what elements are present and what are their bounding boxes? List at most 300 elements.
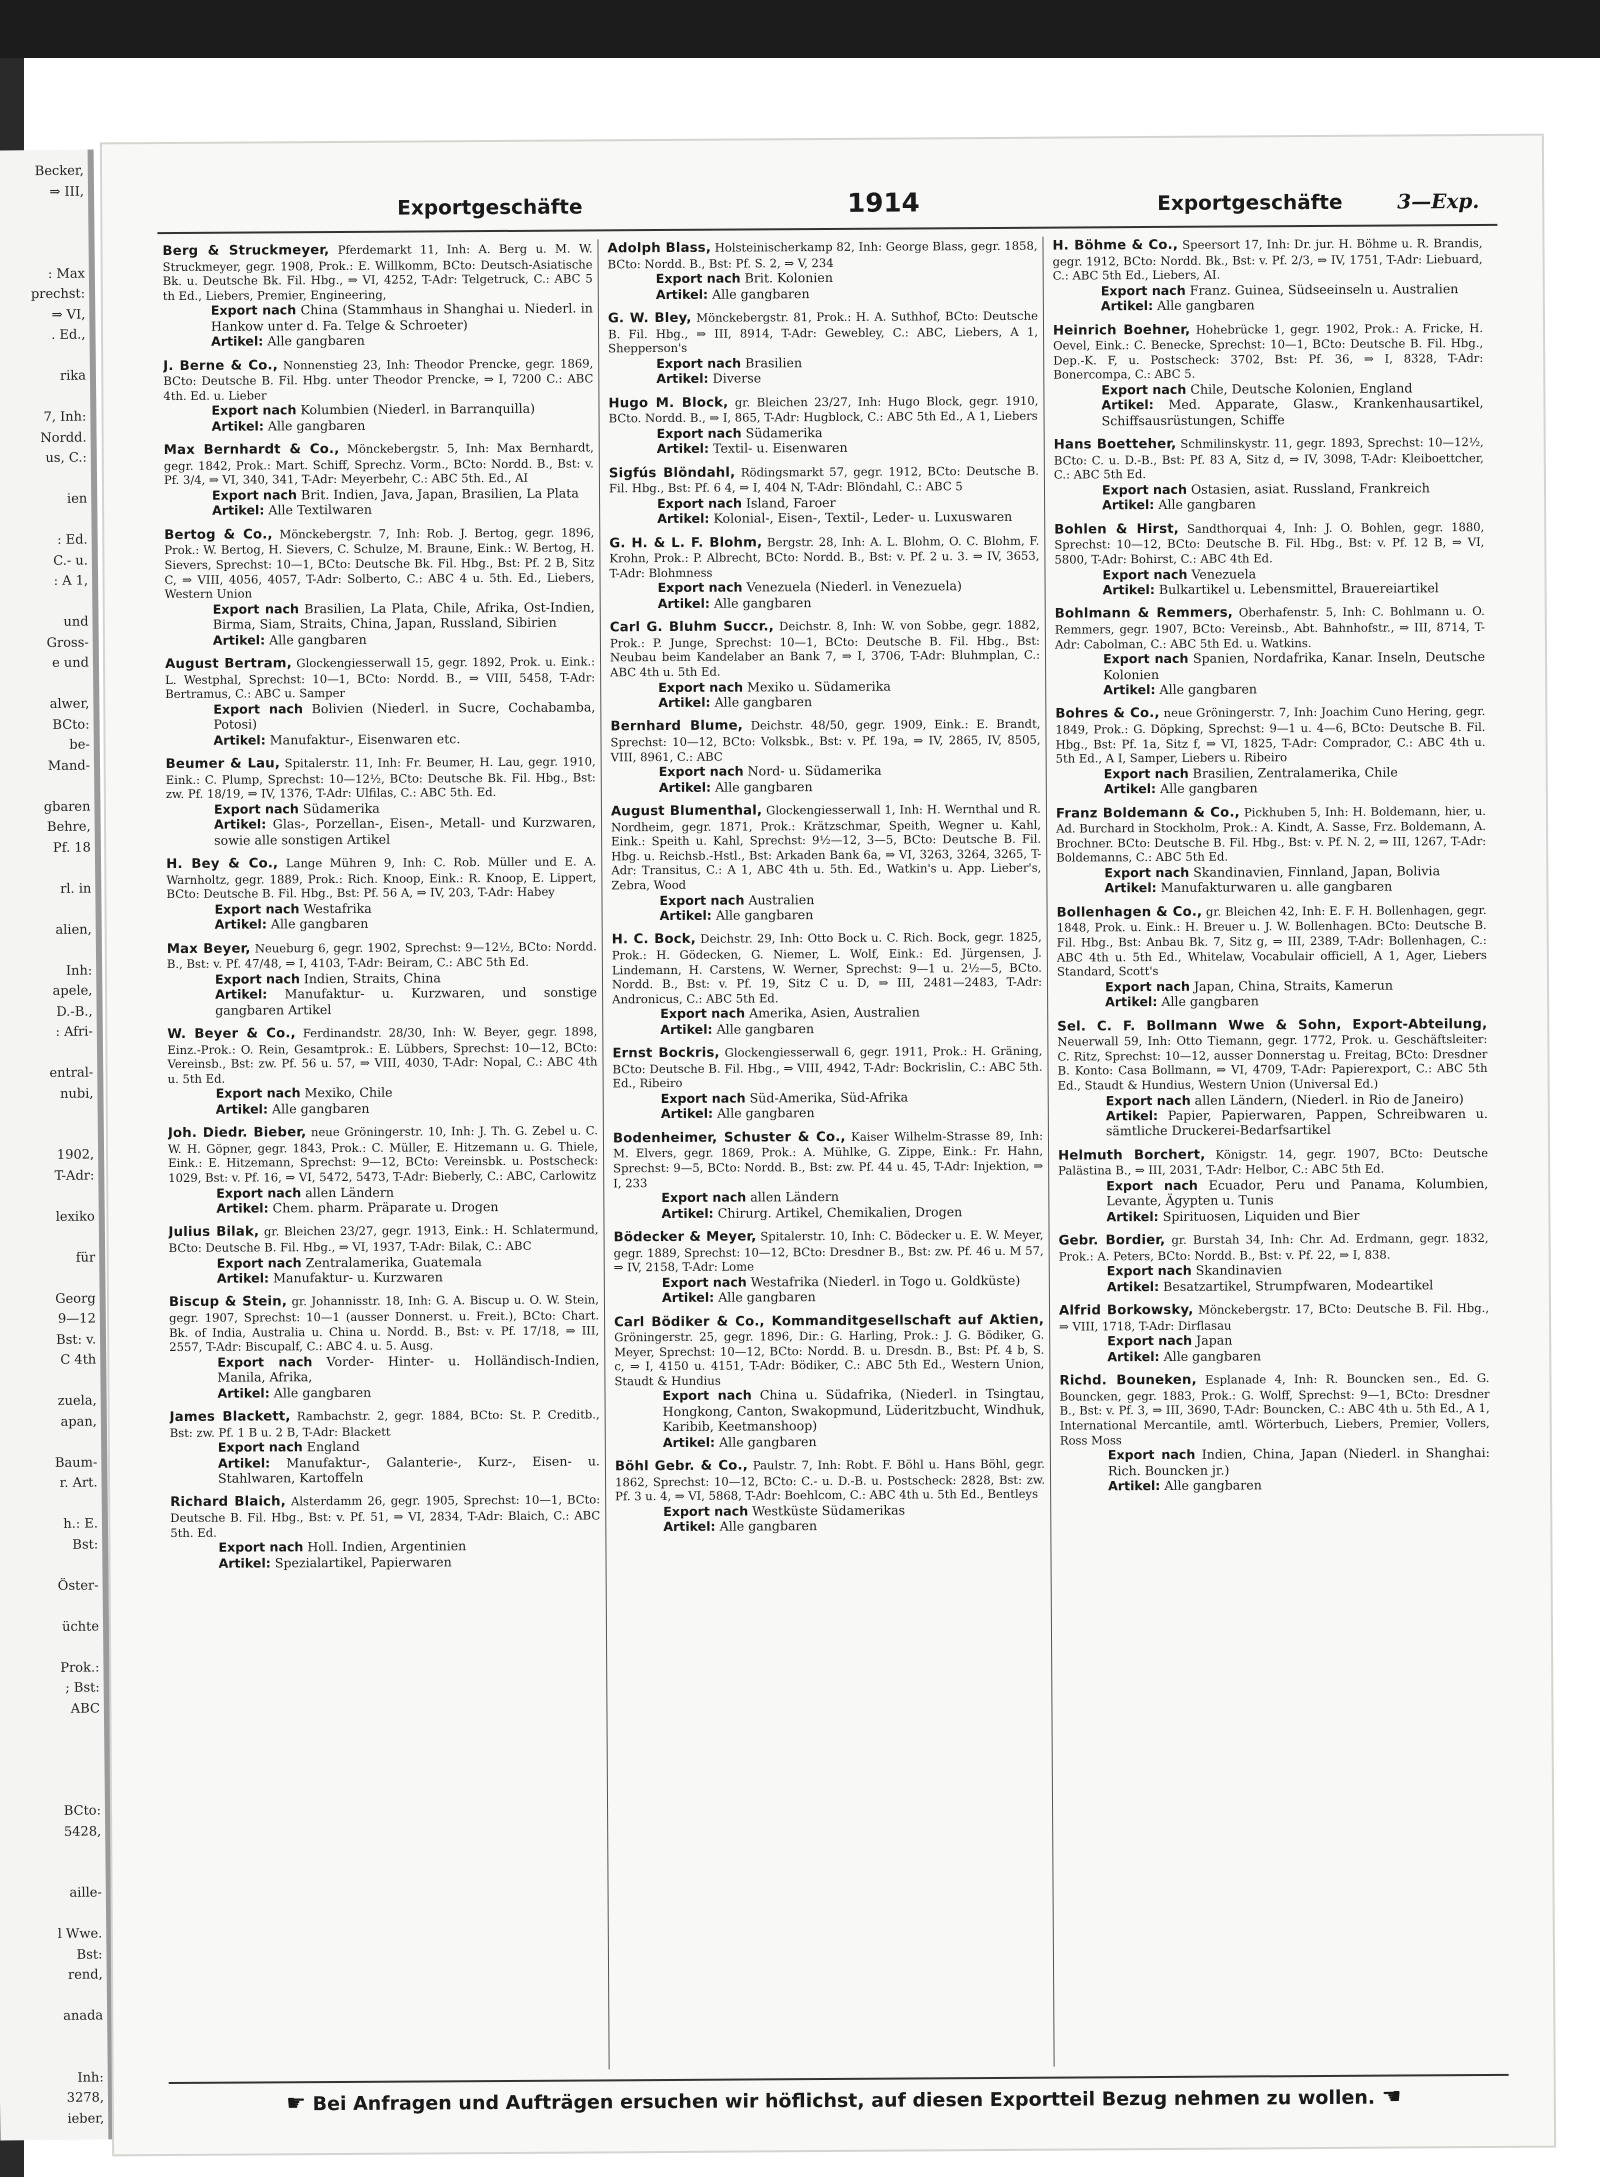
left-page-fragment: : Afri- (55, 1024, 93, 1040)
artikel-line (164, 501, 594, 519)
artikel-goods: Alle gangbaren (714, 694, 813, 710)
pointing-hand-icon: ☛ (286, 2091, 307, 2117)
firm-name: Franz Boldemann & Co., (1055, 805, 1240, 822)
left-page-fragment: rika (59, 368, 87, 384)
artikel-goods: Alle gangbaren (715, 907, 814, 923)
export-destinations: Brasilien, Zentralamerika, Chile (1192, 764, 1398, 781)
directory-entry (162, 241, 593, 349)
artikel-label: Artikel: (1100, 298, 1154, 314)
artikel-line (612, 906, 1042, 924)
artikel-goods: Alle gangbaren (719, 1433, 817, 1450)
export-destinations: England (306, 1438, 360, 1455)
artikel-line (1058, 1106, 1488, 1139)
export-label: Export nach (213, 700, 303, 717)
firm-details: gr. Johannisstr. 18, Inh: G. A. Biscup u. O. W. Stein, gegr. 1907, Sprechst: 10—1 (ausser Donnerst. u. Freit.), BCto: Chart. Bk. of India, Australia u. China u. Nordd. B., Bst: v. Pf. 17/18, ⇒ III, 2557, T-Adr: Biscupalf, C.: ABC 4. u. 5. Ausg. (169, 1292, 600, 1355)
export-destinations: Brit. Indien, Java, Japan, Brasilien, La Plata (300, 485, 579, 503)
artikel-line (610, 693, 1040, 711)
left-page-fragment: C 4th (60, 1352, 97, 1368)
artikel-line (610, 593, 1040, 611)
firm-name: Hans Boetteher, (1053, 437, 1177, 453)
left-page-fragment: 5428, (63, 1823, 102, 1840)
artikel-label: Artikel: (655, 286, 709, 302)
firm-name: Alfrid Borkowsky, (1058, 1302, 1194, 1319)
left-page-fragment: aille- (69, 1885, 102, 1901)
artikel-label: Artikel: (1103, 781, 1157, 797)
artikel-line (1056, 779, 1486, 797)
artikel-label: Artikel: (1103, 681, 1156, 698)
firm-name: Bernhard Blume, (610, 718, 743, 735)
directory-entry (1055, 604, 1486, 698)
artikel-label: Artikel: (660, 1021, 713, 1037)
artikel-goods: Spezialartikel, Papierwaren (274, 1553, 452, 1570)
artikel-line (169, 1383, 599, 1401)
left-page-fragment: zuela, (57, 1393, 97, 1409)
firm-name: Beumer & Lau, (165, 756, 281, 773)
export-label: Export nach (1104, 978, 1190, 995)
export-label: Export nach (216, 1254, 302, 1271)
left-page-fragment: l Wwe. (57, 1926, 103, 1942)
firm-details: Deichstr. 8, Inh: W. von Sobbe, gegr. 1882, Prok.: P. Junge, Sprechst: 10—1, BCto: Deutsche B. Fil. Hbg., Bst: Neubau beim Kandelaber an Bank 7, ⇒ I, 3706, T-Adr: Bluhmplan, C.: ABC 4th u. 5th Ed. (609, 617, 1041, 680)
left-page-fragment: r. Art. (59, 1475, 98, 1491)
left-page-fragment: prechst: (30, 286, 86, 303)
artikel-goods: Diverse (712, 370, 762, 386)
firm-details: Glockengiesserwall 15, gegr. 1892, Prok. u. Eink.: L. Westphal, Sprechst: 10—1, BCto: Nordd. B., ⇒ VIII, 5458, T-Adr: Bertramus, C.: ABC u. Samper (165, 654, 596, 702)
directory-entry (170, 1493, 600, 1571)
artikel-goods: Alle gangbaren (713, 594, 812, 611)
artikel-label: Artikel: (214, 916, 267, 932)
firm-name: Adolph Blass, (607, 240, 712, 257)
firm-details: Pferdemarkt 11, Inh: A. Berg u. M. W. Struckmeyer, gegr. 1908, Prok.: E. Willkomm, BCto: Deutsch-Asiatische Bk. u. Deutsche Bk. Fil. Hbg., ⇒ VI, 4252, T-Adr: Telgetruck, C.: ABC 5 th Ed., Liebers, Premier, Engineering, (162, 241, 593, 303)
artikel-goods: Manufakturwaren u. alle gangbaren (1160, 878, 1393, 896)
firm-name: Carl Bödiker & Co., Kommanditgesellschaft auf Aktien, (614, 1312, 1045, 1330)
directory-entry (614, 1312, 1045, 1450)
artikel-label: Artikel: (656, 370, 709, 387)
firm-name: Bödecker & Meyer, (613, 1229, 757, 1246)
left-page-fragment: apele, (52, 983, 93, 999)
firm-name: Hugo M. Block, (608, 395, 729, 411)
artikel-line (608, 369, 1038, 387)
artikel-goods: Spirituosen, Liquiden und Bier (1162, 1207, 1360, 1224)
artikel-label: Artikel: (1104, 880, 1157, 896)
directory-entry (608, 309, 1038, 387)
left-page-fragment: rl. in (60, 881, 92, 897)
left-page-fragment: für (75, 1250, 96, 1266)
header-section-right: Exportgeschäfte (1157, 189, 1343, 215)
artikel-goods: Alle Textilwaren (268, 502, 372, 518)
artikel-label: Artikel: (656, 440, 710, 457)
export-label: Export nach (1101, 381, 1187, 398)
firm-details: Deichstr. 48/50, gegr. 1909, Eink.: E. Brandt, Sprechst: 10—12, BCto: Volksbk., Bst: v. Pf. 19a, ⇒ IV, 2865, IV, 8505, VIII, 8961, C.: ABC (610, 717, 1041, 764)
export-destinations: Amerika, Asien, Australien (749, 1004, 920, 1021)
left-page-fragment: e und (51, 655, 90, 671)
left-page-fragment: Mand- (47, 758, 91, 774)
left-page-fragment: gbaren (43, 799, 91, 815)
firm-details: Königstr. 14, gegr. 1907, BCto: Deutsche Palästina B., ⇒ III, 2031, T-Adr: Helbor, C.: ABC 5th Ed. (1058, 1145, 1489, 1178)
export-label: Export nach (1101, 481, 1187, 498)
artikel-goods: Alle gangbaren (712, 285, 810, 302)
firm-name: Berg & Struckmeyer, (162, 243, 330, 260)
artikel-label: Artikel: (657, 595, 710, 611)
export-line (614, 1386, 1044, 1435)
artikel-goods: Besatzartikel, Strumpfwaren, Modeartikel (1163, 1277, 1434, 1294)
artikel-goods: Textil- u. Eisenwaren (712, 440, 848, 456)
export-destinations: Mexiko, Chile (304, 1085, 393, 1101)
directory-entry (163, 356, 593, 434)
left-page-fragment: . Ed., (51, 327, 86, 343)
left-page-fragment: alien, (55, 922, 92, 938)
export-label: Export nach (217, 1439, 303, 1455)
firm-name: Bollenhagen & Co., (1056, 904, 1203, 921)
left-page-fragment: Bst: v. (56, 1331, 97, 1348)
artikel-label: Artikel: (661, 1289, 715, 1306)
export-line (1055, 649, 1485, 682)
export-destinations: Skandinavien, Finnland, Japan, Bolivia (1193, 863, 1441, 880)
artikel-line (1054, 495, 1484, 513)
artikel-label: Artikel: (1106, 1208, 1159, 1225)
firm-name: Bohlmann & Remmers, (1054, 605, 1233, 622)
left-page-fragment: T-Adr: (54, 1168, 95, 1184)
artikel-line (169, 1268, 599, 1286)
export-label: Export nach (657, 579, 743, 596)
firm-details: neue Gröningerstr. 7, Inh: Joachim Cuno Hering, gegr. 1849, Prok.: G. Döpking, Sprechst: 9—1 u. 4—6, BCto: Deutsche B. Fil. Hbg., Bst: Pf. 1a, Sitz f, ⇒ VI, 1825, T-Adr: Comprador, C.: ABC 4th u. 5th Ed., A I, Samper, Liebers u. Ribeiro (1055, 704, 1486, 766)
firm-details: Neueburg 6, gegr. 1902, Sprechst: 9—12½, BCto: Nordd. B., Bst: v. Pf. 47/48, ⇒ I, 4103, T-Adr: Beiram, C.: ABC 5th Ed. (166, 938, 597, 972)
export-line (1054, 480, 1484, 498)
directory-entry (1054, 520, 1484, 598)
left-page-fragment: ; Bst: (65, 1680, 100, 1696)
artikel-goods: Alle gangbaren (1158, 496, 1256, 513)
directory-entry (164, 525, 595, 648)
directory-entry (1056, 804, 1487, 897)
left-page-fragment: Prok.: (60, 1659, 100, 1676)
export-destinations: Venezuela (Niederl. in Venezuela) (746, 578, 962, 595)
left-page-fragment: ien (66, 491, 88, 507)
left-page-fragment: Bst: (76, 1946, 103, 1963)
left-page-fragment: nubi, (60, 1086, 94, 1102)
firm-name: Böhl Gebr. & Co., (614, 1458, 748, 1475)
export-label: Export nach (658, 763, 744, 780)
firm-details: Speersort 17, Inh: Dr. jur. H. Böhme u. R. Brandis, gegr. 1912, BCto: Nordd. Bk., Bst: v. Pf. 2/3, ⇒ IV, 1751, T-Adr: Liebuard, C.: ABC 5th Ed., Liebers, AI. (1052, 235, 1483, 283)
artikel-line (615, 1517, 1045, 1535)
header-section-left: Exportgeschäfte (397, 194, 583, 220)
page-number: 3—Exp. (1397, 189, 1480, 214)
artikel-label: Artikel: (1106, 1278, 1160, 1295)
artikel-goods: Alle gangbaren (1164, 1477, 1262, 1493)
artikel-label: Artikel: (1107, 1348, 1160, 1365)
left-page-fragment: Georg (55, 1290, 96, 1307)
firm-name: Max Bernhardt & Co., (163, 442, 340, 459)
artikel-label: Artikel: (1102, 497, 1155, 513)
artikel-label: Artikel: (1101, 397, 1154, 413)
column-3 (1052, 236, 1493, 2069)
left-page-fragment: üchte (62, 1618, 100, 1635)
firm-details: Spitalerstr. 11, Inh: Fr. Beumer, H. Lau, gegr. 1910, Eink.: C. Plump, Sprechst: 10—12½, BCto: Deutsche Bk. Fil. Hbg., Bst: zw. Pf. 18/19, ⇒ IV, 1376, T-Adr: Ulfilas, C.: ABC 5th. Ed. (165, 754, 596, 802)
firm-name: Bohlen & Hirst, (1054, 521, 1180, 538)
firm-details: Deichstr. 29, Inh: Otto Bock u. C. Rich. Bock, gegr. 1825, Prok.: H. Gödecken, G. Niemer, L. Wolf, Eink.: Ed. Jürgensen, J. Lindemann, H. Carstens, W. Werner, Sprechst: 9—1 u. 2½—5, BCto. Nordd. B., Bst: v. Pf. 19, Sitz C u. D, ⇒ III, 2481—2483, T-Adr: Andronicus, C.: ABC 5th Ed. (611, 930, 1043, 1007)
firm-name: Ernst Bockris, (612, 1045, 720, 1062)
artikel-goods: Chirurg. Artikel, Chemikalien, Drogen (717, 1203, 963, 1221)
left-page-fragment: Bst: (72, 1536, 99, 1553)
left-page-fragment: apan, (60, 1413, 97, 1430)
directory-page (102, 136, 1554, 2155)
firm-details: Neuerwall 59, Inh: Otto Tiemann, gegr. 1772, Prok. u. Geschäftsleiter: C. Ritz, Sprechst: 10—12, ausser Donnerstag u. Freitag, BCto: Dresdner B. Konto: Casa Bollmann, ⇒ VI, 4709, T-Adr: Papierexport, C.: ABC 5th Ed., Staudt & Hundius, Western Union (Universal Ed.) (1057, 1032, 1488, 1093)
export-label: Export nach (212, 600, 299, 617)
export-label: Export nach (660, 1005, 746, 1022)
directory-entry (612, 1044, 1042, 1122)
export-label: Export nach (657, 495, 743, 511)
artikel-label: Artikel: (215, 986, 268, 1002)
firm-details: Gröningerstr. 25, gegr. 1896, Dir.: G. Harling, Prok.: J. G. Bödiker, G. Meyer, Sprechst: 10—12, BCto: Nordd. B. u. Dresdn. B., Bst: Pf. 4 b, S. c, ⇒ I, 4150 u. 4151, T-Adr: Bödiker, C.: ABC 5th Ed., Western Union, Staudt & Hundius (614, 1327, 1045, 1389)
left-page-fragment: us, C.: (45, 450, 87, 466)
left-page-fragment: ⇒ VI, (51, 307, 86, 323)
export-destinations: Franz. Guinea, Südseeinseln u. Australien (1189, 280, 1459, 298)
export-label: Export nach (1106, 1177, 1198, 1194)
directory-entry (166, 854, 596, 932)
left-page-fragment: Becker, (34, 163, 84, 180)
export-label: Export nach (1106, 1263, 1192, 1279)
export-destinations: allen Ländern, (Niederl. in Rio de Janeiro) (1194, 1090, 1464, 1108)
left-page-fragment: : Max (47, 266, 85, 282)
artikel-line (609, 439, 1039, 457)
left-page-fragment: Behre, (46, 819, 91, 835)
left-page-fragment: ieber, (67, 2110, 105, 2127)
firm-details: neue Gröningerstr. 10, Inh: J. Th. G. Zebel u. C. W. H. Göpner, gegr. 1843, Prok.: C. Müller, E. Hitzemann u. G. Thiele, Eink.: E. Hitzemann, Sprechst: 9—12, BCto: Vereinsbk. u. Postscheck: 1029, Bst: v. Pf. 16, ⇒ VI, 5472, 5473, T-Adr: Bieberly, C.: ABC, Carlowitz (167, 1123, 599, 1185)
export-destinations: Venezuela (1191, 565, 1257, 582)
firm-name: W. Beyer & Co., (167, 1026, 296, 1043)
directory-entry (607, 239, 1037, 303)
export-label: Export nach (1107, 1333, 1193, 1349)
export-label: Export nach (661, 1274, 747, 1290)
firm-name: Carl G. Bluhm Succr., (609, 619, 774, 636)
left-page-fragment: lexiko (55, 1209, 95, 1225)
export-label: Export nach (213, 800, 299, 817)
directory-entry (1057, 1017, 1488, 1140)
left-page-fragment: entral- (49, 1065, 94, 1081)
firm-details: Paulstr. 7, Inh: Robt. F. Böhl u. Hans Böhl, gegr. 1862, Sprechst: 10—12, BCto: C.- u. D.-B. u. Postscheck: 2828, Bst: zw. Pf. 3 u. 4, ⇒ VI, 5868, T-Adr: Boehlcom, C.: ABC 4th u. 5th Ed., Bentleys (615, 1456, 1046, 1504)
export-destinations: Indien, Straits, China (303, 970, 441, 986)
firm-details: Lange Mühren 9, Inh: C. Rob. Müller und E. A. Warnholtz, gegr. 1889, Prok.: Rich. Knoop, Eink.: R. Knoop, E. Lippert, BCto: Deutsche B. Fil. Hbg., Bst: Pf. 56 A, ⇒ IV, 203, T-Adr: Habey (166, 854, 597, 902)
export-destinations: Kolumbien (Niederl. in Barranquilla) (300, 401, 536, 418)
firm-details: gr. Bleichen 23/27, Inh: Hugo Block, gegr. 1910, BCto. Nordd. B., ⇒ I, 865, T-Adr: Hugblock, C.: ABC 5th Ed., A 1, Liebers (608, 393, 1039, 426)
export-label: Export nach (1102, 566, 1188, 582)
artikel-label: Artikel: (212, 502, 265, 519)
export-destinations: Mexiko u. Südamerika (747, 678, 891, 695)
directory-entry (168, 1124, 599, 1217)
artikel-goods: Alle gangbaren (1163, 1348, 1262, 1364)
export-destinations: Skandinavien (1195, 1262, 1283, 1279)
directory-entry (166, 754, 597, 848)
artikel-goods: Alle gangbaren (1157, 297, 1255, 314)
artikel-goods: Med. Apparate, Glasw., Krankenhausartikel, Schiffsausrüstungen, Schiffe (1101, 395, 1484, 429)
artikel-goods: Glas-, Porzellan-, Eisen-, Metall- und Kurzwaren, sowie alle sonstigen Artikel (214, 814, 597, 848)
export-line (614, 1272, 1044, 1290)
directory-entry (1059, 1301, 1489, 1365)
export-label: Export nach (656, 355, 742, 371)
artikel-line (613, 1203, 1043, 1221)
export-label: Export nach (214, 970, 300, 987)
firm-details: gr. Bleichen 42, Inh: E. F. H. Bollenhagen, gegr. 1848, Prok. u. Eink.: H. Breuer u. J. W. Bollenhagen. BCto: Deutsche B. Fil. Hbg., Bst: Anbau Bk. 7, Sitz g, ⇒ III, 2389, T-Adr: Bollenhagen, C.: ABC 4th u. 5th Ed., Whitelaw, Vocabulair officiell, A 1, Ager, Liebers Standard, Scott's (1056, 902, 1487, 979)
firm-name: Sigfús Blöndahl, (608, 465, 736, 481)
export-destinations: China (Stammhaus in Shanghai u. Niederl. in Hankow unter d. Fa. Telge & Schroeter) (210, 300, 593, 334)
artikel-goods: Alle gangbaren (715, 778, 813, 795)
artikel-goods: Chem. pharm. Präparate u. Drogen (272, 1198, 499, 1216)
artikel-goods: Alle gangbaren (716, 1020, 815, 1037)
directory-entry (1059, 1371, 1490, 1494)
footer-text: Bei Anfragen und Aufträgen ersuchen wir höflichst, auf diesen Exportteil Bezug nehmen zu wollen. (312, 2086, 1376, 2116)
artikel-goods: Alle gangbaren (719, 1518, 818, 1534)
export-line (165, 699, 595, 732)
firm-details: Mönckebergstr. 81, Prok.: H. A. Suthhof, BCto: Deutsche B. Fil. Hbg., ⇒ III, 8914, T-Adr: Gewebley, C.: ABC, Liebers, A 1, Shepperson's (607, 308, 1039, 356)
firm-name: James Blackett, (169, 1409, 291, 1425)
firm-name: Heinrich Boehner, (1052, 322, 1191, 339)
directory-entry (1053, 321, 1484, 429)
export-label: Export nach (1102, 650, 1189, 667)
left-page-fragment: 9—12 (57, 1311, 96, 1327)
export-label: Export nach (660, 1090, 746, 1106)
export-destinations: Japan (1196, 1332, 1233, 1349)
left-page-fragment: Pf. 18 (52, 840, 91, 856)
directory-entry (1057, 903, 1488, 1010)
export-label: Export nach (658, 679, 744, 695)
artikel-goods: Alle gangbaren (271, 1100, 370, 1117)
artikel-goods: Bulkartikel u. Lebensmittel, Brauereiartikel (1158, 580, 1439, 597)
directory-entry (170, 1407, 600, 1486)
artikel-line (165, 730, 595, 748)
left-page-fragment: Inh: (77, 2069, 104, 2086)
artikel-label: Artikel: (658, 779, 712, 795)
artikel-label: Artikel: (211, 418, 264, 434)
left-page-fragment: : A 1, (53, 573, 89, 589)
export-label: Export nach (217, 1353, 313, 1370)
directory-entry (1059, 1231, 1489, 1295)
firm-name: Julius Bilak, (168, 1224, 260, 1241)
export-destinations: Süd-Amerika, Süd-Afrika (749, 1089, 909, 1106)
artikel-label: Artikel: (217, 1384, 270, 1401)
artikel-line (168, 1099, 598, 1117)
artikel-label: Artikel: (661, 1205, 714, 1221)
export-label: Export nach (215, 1085, 301, 1102)
firm-details: Rambachstr. 2, gegr. 1884, BCto: St. P. Creditb., Bst: zw. Pf. 1 B u. 2 B, T-Adr: Blackett (169, 1407, 600, 1440)
left-page-fragment: h.: E. (63, 1516, 99, 1532)
directory-entry (613, 1128, 1044, 1221)
artikel-label: Artikel: (213, 731, 266, 748)
left-page-fragment: rend, (67, 1967, 103, 1983)
firm-name: H. Böhme & Co., (1052, 237, 1179, 254)
left-page-fragment: 7, Inh: (43, 409, 87, 425)
artikel-line (1057, 992, 1487, 1010)
column-1 (162, 241, 603, 2074)
firm-details: Glockengiesserwall 6, gegr. 1911, Prok.: H. Gräning, BCto: Deutsche B. Fil. Hbg., ⇒ VIII, 4942, T-Adr: Bockrislin, C.: ABC 5th. Ed., Ribeiro (612, 1043, 1043, 1091)
artikel-goods: Alle gangbaren (1160, 780, 1258, 797)
firm-details: Spitalerstr. 10, Inh: C. Bödecker u. E. W. Meyer, gegr. 1889, Sprechst: 10—12, BCto: Dresdner B., Bst: zw. Pf. 46 u. M 57, ⇒ IV, 2158, T-Adr: Lome (613, 1227, 1044, 1275)
artikel-label: Artikel: (663, 1518, 716, 1535)
left-page-fragment: BCto: (52, 717, 90, 733)
export-destinations: Spanien, Nordafrika, Kanar. Inseln, Deutsche Kolonien (1103, 649, 1486, 682)
export-label: Export nach (210, 302, 297, 319)
export-line (1058, 1176, 1488, 1209)
directory-entry (609, 533, 1039, 611)
artikel-goods: Alle gangbaren (267, 333, 365, 349)
firm-name: G. H. & L. F. Blohm, (609, 534, 763, 551)
export-destinations: Island, Faroer (745, 494, 836, 511)
export-label: Export nach (1100, 282, 1186, 299)
left-page-fragment: alwer, (49, 696, 90, 712)
artikel-label: Artikel: (212, 631, 266, 648)
firm-name: Gebr. Bordier, (1058, 1233, 1166, 1249)
artikel-goods: Manufaktur-, Eisenwaren etc. (269, 730, 461, 747)
firm-name: H. Bey & Co., (166, 856, 279, 873)
left-page-fragment: D.-B., (56, 1004, 93, 1020)
firm-details: Kaiser Wilhelm-Strasse 89, Inh: M. Elvers, gegr. 1869, Prok.: A. Mühlke, G. Zippe, Eink.: Fr. Hahn, Sprechst: 9—5, BCto: Nordd. B., Bst: zw. Pf. 44 u. 45, T-Adr: Injektion, ⇒ I, 233 (613, 1128, 1044, 1190)
firm-name: August Blumenthal, (610, 803, 763, 820)
artikel-line (1059, 1347, 1489, 1365)
export-label: Export nach (661, 1189, 747, 1206)
firm-name: Richd. Bouneken, (1059, 1372, 1197, 1389)
export-destinations: Bolivien (Niederl. in Sucre, Cochabamba, Potosi) (213, 699, 596, 732)
artikel-line (1060, 1476, 1490, 1494)
header-year: 1914 (847, 188, 920, 219)
left-page-fragment: Baum- (54, 1454, 98, 1471)
artikel-line (1056, 878, 1486, 896)
artikel-goods: Manufaktur- u. Kurzwaren (273, 1269, 443, 1286)
directory-entry (1055, 704, 1486, 797)
firm-details: Sandthorquai 4, Inh: J. O. Bohlen, gegr. 1880, Sprechst: 10—12, BCto: Deutsche B. Fil. Hbg., Bst: v. Pf. 12 B, ⇒ VI, 5800, T-Adr: Bohirst, C.: ABC 4th Ed. (1054, 519, 1485, 567)
artikel-line (613, 1104, 1043, 1122)
export-destinations: Brasilien (745, 354, 803, 371)
directory-entry (165, 654, 596, 748)
export-destinations: allen Ländern (305, 1184, 395, 1200)
export-label: Export nach (1104, 864, 1190, 881)
directory-entry (164, 441, 594, 519)
left-page-fragment: C.- u. (53, 553, 88, 569)
artikel-goods: Alle gangbaren (718, 1289, 816, 1305)
export-destinations: Australien (748, 891, 815, 908)
firm-name: J. Berne & Co., (163, 357, 278, 374)
firm-name: Helmuth Borchert, (1058, 1147, 1206, 1164)
firm-details: gr. Burstah 34, Inh: Chr. Ad. Erdmann, gegr. 1832, Prok.: A. Peters, BCto: Nordd. B., Bst: v. Pf. 22, ⇒ I, 838. (1058, 1231, 1489, 1264)
artikel-goods: Manufaktur- u. Kurzwaren, und sonstige gangbaren Artikel (215, 984, 598, 1018)
artikel-line (167, 985, 597, 1018)
export-label: Export nach (659, 892, 745, 908)
firm-details: Schmilinskystr. 11, gegr. 1893, Sprechst: 10—12½, BCto: C. u. D.-B., Bst: Pf. 83 A, Sitz d, ⇒ IV, 3098, T-Adr: Kleiboettcher, C.: ABC 5th Ed. (1053, 435, 1484, 482)
directory-entry (610, 618, 1041, 711)
export-label: Export nach (1105, 1092, 1191, 1108)
export-label: Export nach (655, 270, 741, 287)
artikel-goods: Alle gangbaren (273, 1384, 372, 1400)
export-destinations: Japan, China, Straits, Kamerun (1193, 977, 1393, 994)
directory-entry (611, 802, 1042, 924)
firm-name: Bohres & Co., (1055, 706, 1160, 722)
firm-details: Mönckebergstr. 5, Inh: Max Bernhardt, gegr. 1842, Prok.: Mart. Schiff, Sprechz. Vorm., BCto: Nordd. B., Bst: v. Pf. 3/4, ⇒ VI, 340, 341, T-Adr: Meyerbehr, C.: ABC 5th. Ed., AI (163, 440, 594, 488)
artikel-label: Artikel: (657, 510, 710, 527)
directory-entry (614, 1228, 1044, 1306)
artikel-goods: Alle gangbaren (269, 631, 367, 647)
export-destinations: Südamerika (745, 424, 823, 441)
column-2 (607, 239, 1048, 2072)
artikel-line (165, 630, 595, 648)
export-label: Export nach (218, 1539, 304, 1555)
export-line (163, 301, 593, 334)
artikel-line (608, 284, 1038, 302)
firm-name: Max Beyer, (166, 941, 251, 957)
directory-entry (1052, 236, 1482, 314)
page-header (157, 181, 1497, 229)
artikel-label: Artikel: (216, 1270, 270, 1286)
export-line (164, 485, 594, 503)
firm-name: G. W. Bley, (607, 310, 692, 327)
artikel-goods: Papier, Papierwaren, Pappen, Schreibwaren u. sämtliche Druckerei-Bedarfsartikel (1105, 1105, 1488, 1139)
export-destinations: Nord- u. Südamerika (747, 762, 882, 779)
left-page-fragment: ⇒ III, (49, 184, 85, 200)
